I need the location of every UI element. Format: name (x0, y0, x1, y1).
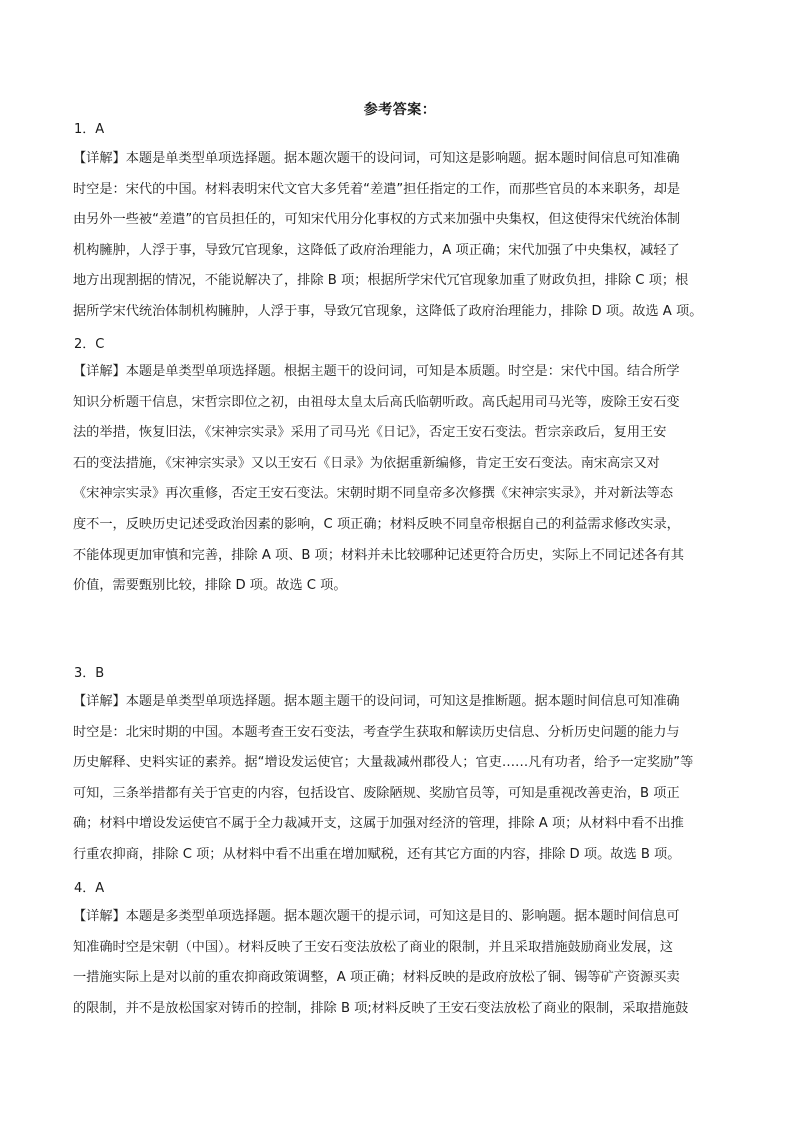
answer-2-line: 价值，需要甄别比较，排除 D 项。故选 C 项。 (73, 578, 347, 594)
answer-2-line: 石的变法措施，《宋神宗实录》又以王安石《日录》为依据重新编修，肯定王安石变法。南宋高宗又对 (73, 455, 660, 471)
answer-4-line: 知准确时空是宋朝（中国）。材料反映了王安石变法放松了商业的限制，并且采取措施鼓励商业发展，这 (73, 939, 674, 955)
answer-1-line: 由另外一些被“差遣”的官员担任的，可知宋代用分化事权的方式来加强中央集权，但这使得宋代统治体制 (73, 212, 681, 228)
answer-2-line: 度不一，反映历史记述受政治因素的影响，C 项正确；材料反映不同皇帝根据自己的利益需求修改实录， (73, 516, 680, 532)
answer-2-line: 不能体现更加审慎和完善，排除 A 项、B 项；材料并未比较哪种记述更符合历史，实际上不同记述各有其 (73, 547, 684, 563)
answer-3-line: 确；材料中增设发运使官不属于全力裁减开支，这属于加强对经济的管理，排除 A 项；从材料中看不出推 (73, 816, 684, 832)
answer-3-line: 【详解】本题是单类型单项选择题。据本题主题干的设问词，可知这是推断题。据本题时间信息可知准确 (73, 694, 680, 709)
answer-2-line: 知识分析题干信息，宋哲宗即位之初，由祖母太皇太后高氏临朝听政。高氏起用司马光等，废除王安石变 (73, 394, 680, 410)
answer-3-number: 3．B (74, 666, 105, 681)
answer-3-line: 时空是：北宋时期的中国。本题考查王安石变法，考查学生获取和解读历史信息、分析历史问题的能力与 (73, 724, 680, 740)
answer-4-explanation (73, 902, 688, 1024)
answer-1-number: 1．A (74, 122, 105, 137)
answer-2-number: 2．C (74, 337, 105, 352)
answer-4-number: 4．A (74, 881, 105, 896)
answer-3-line: 可知，三条举措都有关于官吏的内容，包括设官、废除陋规、奖励官员等，可知是重视改善吏治，B 项正 (73, 785, 680, 801)
page-title: 参考答案： (363, 102, 437, 118)
answer-4-line: 一措施实际上是对以前的重农抑商政策调整，A 项正确；材料反映的是政府放松了铜、锡等矿产资源买卖 (73, 970, 680, 986)
answer-1-line: 机构臃肿，人浮于事，导致冗官现象，这降低了政府治理能力，A 项正确；宋代加强了中央集权，减轻了 (73, 242, 680, 258)
answer-1-explanation (73, 144, 702, 328)
answer-3-line: 历史解释、史料实证的素养。据“增设发运使官；大量裁减州郡役人；官吏……凡有功者，给予一定奖励”等 (73, 755, 694, 771)
answer-4-line: 【详解】本题是多类型单项选择题。据本题次题干的提示词，可知这是目的、影响题。据本题时间信息可 (73, 909, 680, 924)
answer-1-line: 据所学宋代统治体制机构臃肿，人浮于事，导致冗官现象，这降低了政府治理能力，排除 D 项。故选 A 项。 (73, 303, 703, 319)
answer-3-line: 行重农抑商，排除 C 项；从材料中看不出重在增加赋税，还有其它方面的内容，排除 D 项。故选 B 项。 (73, 846, 681, 862)
answer-1-line: 地方出现割据的情况，不能说解决了，排除 B 项；根据所学宋代冗官现象加重了财政负担，排除 C 项；根 (73, 273, 689, 289)
answer-2-explanation (73, 357, 684, 602)
answer-3-explanation (73, 687, 693, 871)
answer-2-line: 法的举措，恢复旧法，《宋神宗实录》采用了司马光《日记》，否定王安石变法。哲宗亲政后，复用王安 (73, 425, 667, 441)
answer-2-line: 《宋神宗实录》再次重修，否定王安石变法。宋朝时期不同皇帝多次修撰《宋神宗实录》，并对新法等态 (73, 486, 674, 502)
answer-1-line: 【详解】本题是单类型单项选择题。据本题次题干的设问词，可知这是影响题。据本题时间信息可知准确 (73, 151, 680, 166)
answer-4-line: 的限制，并不是放松国家对铸币的控制，排除 B 项;材料反映了王安石变法放松了商业的限制，采取措施鼓 (73, 1000, 689, 1016)
answer-2-line: 【详解】本题是单类型单项选择题。根据主题干的设问词，可知是本质题。时空是：宋代中国。结合所学 (73, 364, 680, 379)
answer-1-line: 时空是：宋代的中国。材料表明宋代文官大多凭着“差遣”担任指定的工作，而那些官员的本来职务，却是 (73, 181, 681, 197)
